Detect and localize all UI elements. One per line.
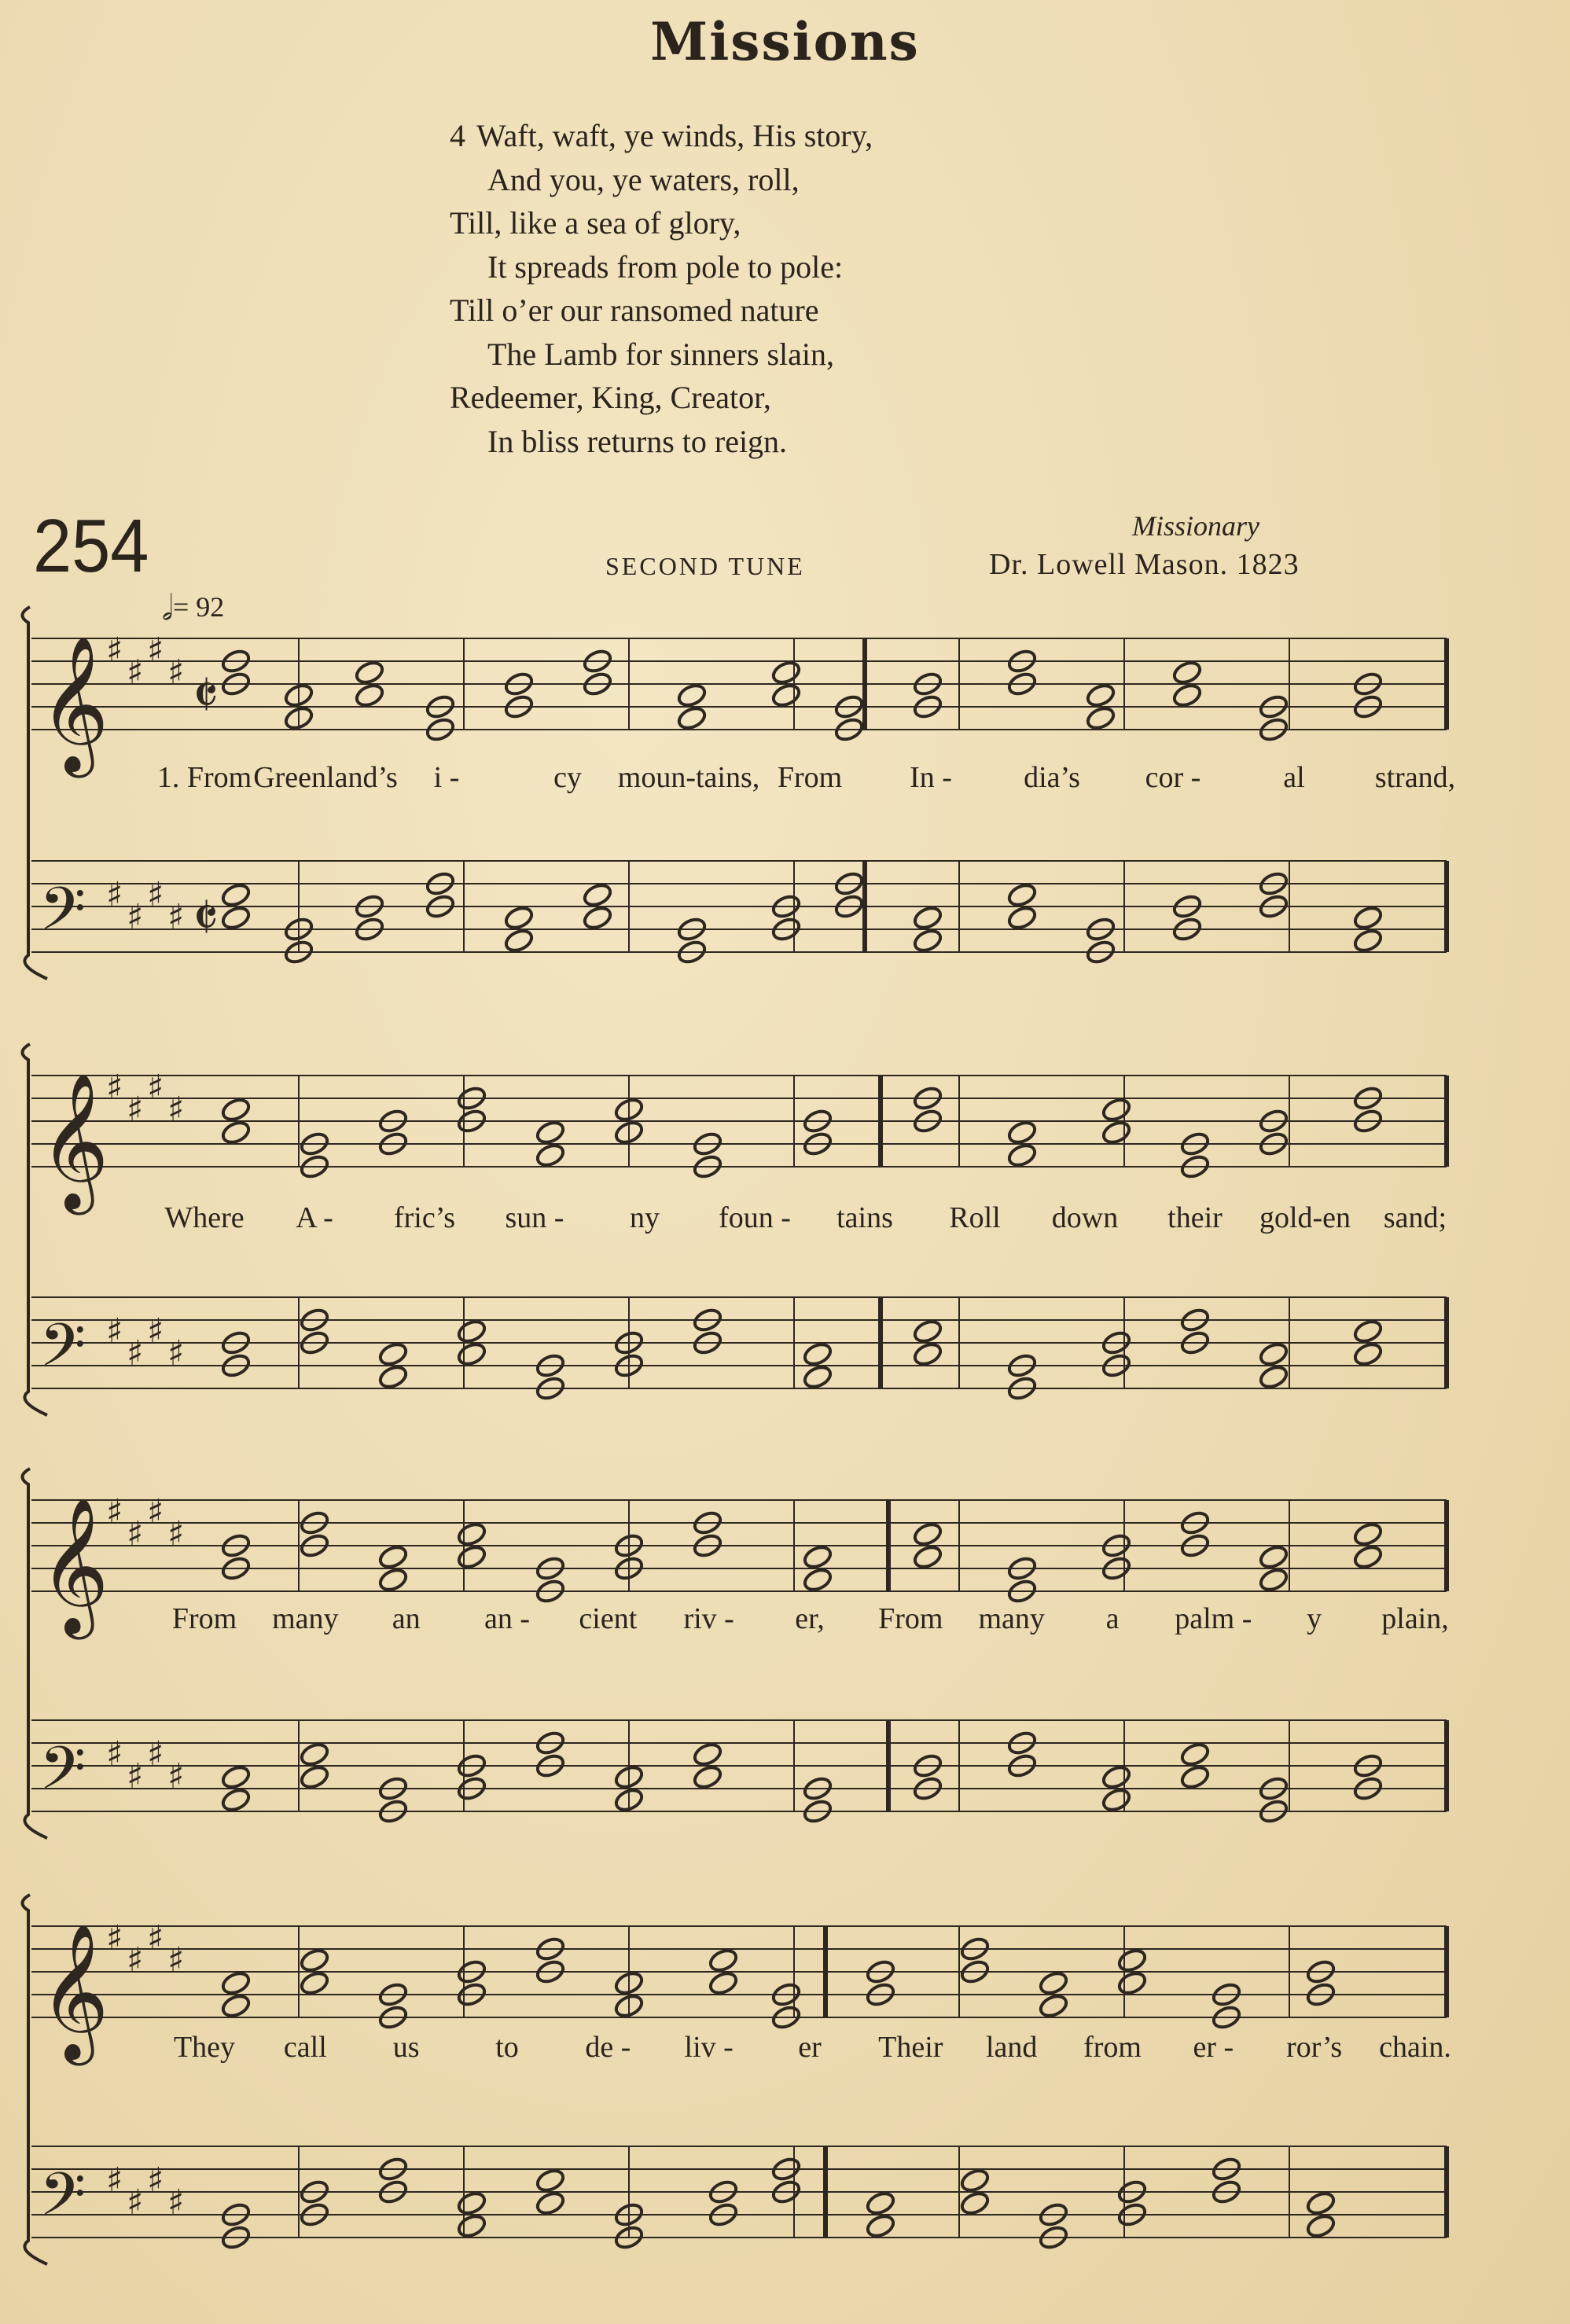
half-note-head: [299, 1763, 330, 1790]
bass-clef-icon: 𝄢: [39, 874, 86, 958]
lyric-syllable: strand,: [1374, 761, 1456, 794]
half-note-head: [535, 2167, 566, 2193]
half-note-head: [220, 1992, 252, 2019]
sharp-icon: ♯: [127, 1940, 144, 1980]
half-note-head: [1085, 682, 1116, 708]
lyric-syllable: Greenland’s: [253, 761, 398, 794]
cut-time-icon: 𝄵: [193, 662, 219, 730]
half-note-head: [377, 1543, 409, 1570]
half-note-head: [708, 1947, 739, 1973]
sharp-icon: ♯: [106, 1734, 123, 1774]
half-note-head: [1305, 2212, 1337, 2239]
sharp-icon: ♯: [106, 875, 123, 915]
lyric-syllable: i -: [433, 761, 460, 794]
half-note-head: [1101, 1763, 1132, 1790]
half-note-head: [802, 1363, 833, 1390]
half-note-head: [1258, 1543, 1289, 1570]
lyric-syllable: ny: [630, 1201, 660, 1234]
half-note-head: [1179, 1741, 1211, 1767]
sharp-icon: ♯: [167, 653, 185, 693]
lyric-syllable: fric’s: [393, 1201, 456, 1234]
lyric-syllable: Roll: [949, 1201, 1001, 1234]
lyric-syllable: gold-en: [1259, 1201, 1351, 1234]
lyric-syllable: a: [1105, 1602, 1120, 1635]
lyric-syllable: palm -: [1175, 1602, 1252, 1635]
lyric-syllable: In -: [910, 761, 952, 794]
sharp-icon: ♯: [127, 1514, 144, 1554]
half-note-head: [912, 927, 943, 954]
half-note-head: [912, 1318, 943, 1344]
stanza-line: Till o’er our ransomed nature: [450, 292, 819, 328]
lyric-syllable: us: [392, 2031, 420, 2064]
sharp-icon: ♯: [106, 2160, 123, 2201]
sharp-icon: ♯: [167, 1333, 185, 1373]
half-note-head: [1179, 1763, 1211, 1790]
half-note-head: [1352, 927, 1384, 954]
treble-clef-icon: 𝄞: [39, 1072, 109, 1209]
half-note-head: [959, 2167, 991, 2193]
lyric-syllable: From: [777, 761, 843, 794]
half-note-head: [1101, 1096, 1132, 1123]
tempo-marking: 𝅗𝅥= 92: [162, 589, 225, 627]
half-note-head: [865, 2212, 896, 2239]
lyric-syllable: an: [392, 1602, 421, 1635]
half-note-head: [1171, 659, 1203, 686]
lyric-syllable: to: [495, 2031, 519, 2064]
half-note-head: [865, 2190, 896, 2216]
half-note-head: [582, 904, 613, 931]
sharp-icon: ♯: [167, 897, 185, 937]
half-note-head: [1352, 1340, 1384, 1367]
half-note-head: [676, 682, 708, 708]
half-note-head: [535, 1142, 566, 1168]
sharp-icon: ♯: [147, 1492, 164, 1532]
half-note-head: [220, 1119, 252, 1145]
half-note-icon: 𝅗𝅥: [162, 589, 173, 627]
half-note-head: [770, 682, 802, 708]
lyric-syllable: ror’s: [1286, 2031, 1343, 2064]
half-note-head: [1006, 881, 1038, 908]
half-note-head: [503, 927, 535, 954]
half-note-head: [377, 1566, 409, 1593]
sharp-icon: ♯: [127, 897, 144, 937]
lyric-syllable: al: [1283, 761, 1305, 794]
half-note-head: [456, 1521, 487, 1547]
half-note-head: [299, 1947, 330, 1973]
half-note-head: [802, 1566, 833, 1593]
lyric-syllable: cy: [553, 761, 582, 794]
lyric-syllable: plain,: [1381, 1602, 1449, 1635]
sharp-icon: ♯: [106, 631, 123, 671]
half-note-head: [220, 1969, 252, 1996]
half-note-head: [1116, 1947, 1148, 1973]
stanza-line: Redeemer, King, Creator,: [450, 380, 771, 415]
half-note-head: [220, 881, 252, 908]
half-note-head: [456, 1543, 487, 1570]
half-note-head: [1101, 1786, 1132, 1813]
half-note-head: [220, 904, 252, 931]
lyric-syllable: land: [985, 2031, 1038, 2064]
sharp-icon: ♯: [147, 875, 164, 915]
half-note-head: [802, 1340, 833, 1367]
half-note-head: [1006, 1119, 1038, 1145]
sharp-icon: ♯: [127, 1090, 144, 1130]
lyric-syllable: 1. From: [156, 761, 252, 794]
half-note-head: [456, 2190, 487, 2216]
half-note-head: [220, 1786, 252, 1813]
half-note-head: [1352, 1318, 1384, 1344]
half-note-head: [1352, 904, 1384, 931]
half-note-head: [1038, 1992, 1069, 2019]
half-note-head: [456, 2212, 487, 2239]
lyric-syllable: tains: [836, 1201, 893, 1234]
sharp-icon: ♯: [127, 653, 144, 693]
half-note-head: [354, 682, 385, 708]
sharp-icon: ♯: [106, 1068, 123, 1108]
sharp-icon: ♯: [127, 1333, 144, 1373]
half-note-head: [299, 1969, 330, 1996]
half-note-head: [1085, 704, 1116, 731]
half-note-head: [676, 704, 708, 731]
lyric-syllable: cient: [579, 1602, 638, 1635]
half-note-head: [1258, 1340, 1289, 1367]
composer-credit: Dr. Lowell Mason. 1823: [989, 548, 1300, 581]
half-note-head: [1352, 1543, 1384, 1570]
sharp-icon: ♯: [147, 1918, 164, 1958]
lyric-syllable: their: [1167, 1201, 1223, 1234]
treble-clef-icon: 𝄞: [39, 1923, 109, 2060]
half-note-head: [1038, 1969, 1069, 1996]
lyric-syllable: many: [272, 1602, 339, 1635]
half-note-head: [456, 1340, 487, 1367]
lyric-syllable: They: [173, 2031, 236, 2064]
half-note-head: [377, 1340, 409, 1367]
stanza-line: And you, ye waters, roll,: [487, 161, 800, 197]
half-note-head: [692, 1763, 723, 1790]
lyric-syllable: de -: [585, 2031, 631, 2064]
half-note-head: [582, 881, 613, 908]
bass-clef-icon: 𝄢: [39, 1734, 86, 1818]
lyric-syllable: dia’s: [1024, 761, 1080, 794]
lyric-syllable: From: [171, 1602, 237, 1635]
lyric-syllable: many: [978, 1602, 1045, 1635]
lyric-syllable: Where: [164, 1201, 245, 1234]
half-note-head: [220, 1763, 252, 1790]
stanza-line: It spreads from pole to pole:: [487, 248, 844, 285]
sharp-icon: ♯: [127, 2182, 144, 2223]
half-note-head: [354, 659, 385, 686]
half-note-head: [1116, 1969, 1148, 1996]
lyric-syllable: er -: [1193, 2031, 1234, 2064]
lyric-syllable: down: [1051, 1201, 1119, 1234]
stanza-line: The Lamb for sinners slain,: [487, 336, 834, 372]
sharp-icon: ♯: [106, 1918, 123, 1958]
lyric-syllable: an -: [484, 1602, 531, 1635]
lyric-syllable: riv -: [683, 1602, 734, 1635]
lyric-syllable: cor -: [1145, 761, 1201, 794]
half-note-head: [535, 2190, 566, 2216]
half-note-head: [1305, 2190, 1337, 2216]
treble-clef-icon: 𝄞: [39, 1497, 109, 1634]
half-note-head: [1258, 1363, 1289, 1390]
half-note-head: [912, 904, 943, 931]
lyric-syllable: From: [878, 1602, 943, 1635]
sharp-icon: ♯: [167, 1756, 185, 1796]
page-title: Missions: [650, 11, 920, 72]
tune-label: SECOND TUNE: [605, 552, 805, 580]
sharp-icon: ♯: [167, 1090, 185, 1130]
half-note-head: [456, 1318, 487, 1344]
sharp-icon: ♯: [147, 2160, 164, 2201]
half-note-head: [1352, 1521, 1384, 1547]
bass-clef-icon: 𝄢: [39, 1311, 86, 1395]
half-note-head: [708, 1969, 739, 1996]
sharp-icon: ♯: [167, 2182, 185, 2223]
lyric-syllable: chain.: [1379, 2031, 1451, 2064]
lyric-syllable: Their: [878, 2031, 943, 2064]
lyric-syllable: y: [1307, 1602, 1322, 1635]
lyric-syllable: call: [283, 2031, 327, 2064]
half-note-head: [959, 2190, 991, 2216]
half-note-head: [912, 1340, 943, 1367]
sharp-icon: ♯: [147, 1311, 164, 1351]
half-note-head: [220, 1096, 252, 1123]
half-note-head: [770, 659, 802, 686]
half-note-head: [1006, 904, 1038, 931]
treble-clef-icon: 𝄞: [39, 635, 109, 772]
lyric-syllable: foun -: [719, 1201, 791, 1234]
half-note-head: [912, 1543, 943, 1570]
stanza-number: 4: [450, 118, 465, 153]
half-note-head: [1006, 1142, 1038, 1168]
lyric-syllable: from: [1083, 2031, 1142, 2064]
half-note-head: [1258, 1566, 1289, 1593]
half-note-head: [299, 1741, 330, 1767]
sharp-icon: ♯: [167, 1514, 185, 1554]
half-note-head: [503, 904, 535, 931]
sharp-icon: ♯: [167, 1940, 185, 1980]
sharp-icon: ♯: [106, 1492, 123, 1532]
stanza-line: 4 Waft, waft, ye winds, His story,: [450, 118, 873, 153]
tune-name: Missionary: [1132, 510, 1259, 542]
lyric-syllable: sun -: [505, 1201, 564, 1234]
half-note-head: [535, 1119, 566, 1145]
lyric-syllable: liv -: [684, 2031, 734, 2064]
half-note-head: [912, 1521, 943, 1547]
cut-time-icon: 𝄵: [193, 884, 219, 952]
stanza-line: In bliss returns to reign.: [487, 423, 788, 459]
sharp-icon: ♯: [147, 1734, 164, 1774]
half-note-head: [692, 1741, 723, 1767]
half-note-head: [802, 1543, 833, 1570]
sharp-icon: ♯: [106, 1311, 123, 1351]
bass-clef-icon: 𝄢: [39, 2160, 86, 2244]
sharp-icon: ♯: [147, 1068, 164, 1108]
lyric-syllable: A -: [296, 1201, 333, 1234]
half-note-head: [1171, 682, 1203, 708]
stanza-line: Till, like a sea of glory,: [450, 205, 741, 241]
lyric-syllable: er: [798, 2031, 822, 2064]
lyric-syllable: sand;: [1383, 1201, 1447, 1234]
half-note-head: [1101, 1119, 1132, 1145]
hymn-number: 254: [33, 504, 149, 588]
sharp-icon: ♯: [127, 1756, 144, 1796]
half-note-head: [377, 1363, 409, 1390]
lyric-syllable: moun-tains,: [617, 761, 760, 794]
lyric-syllable: er,: [795, 1602, 825, 1635]
sharp-icon: ♯: [147, 631, 164, 671]
